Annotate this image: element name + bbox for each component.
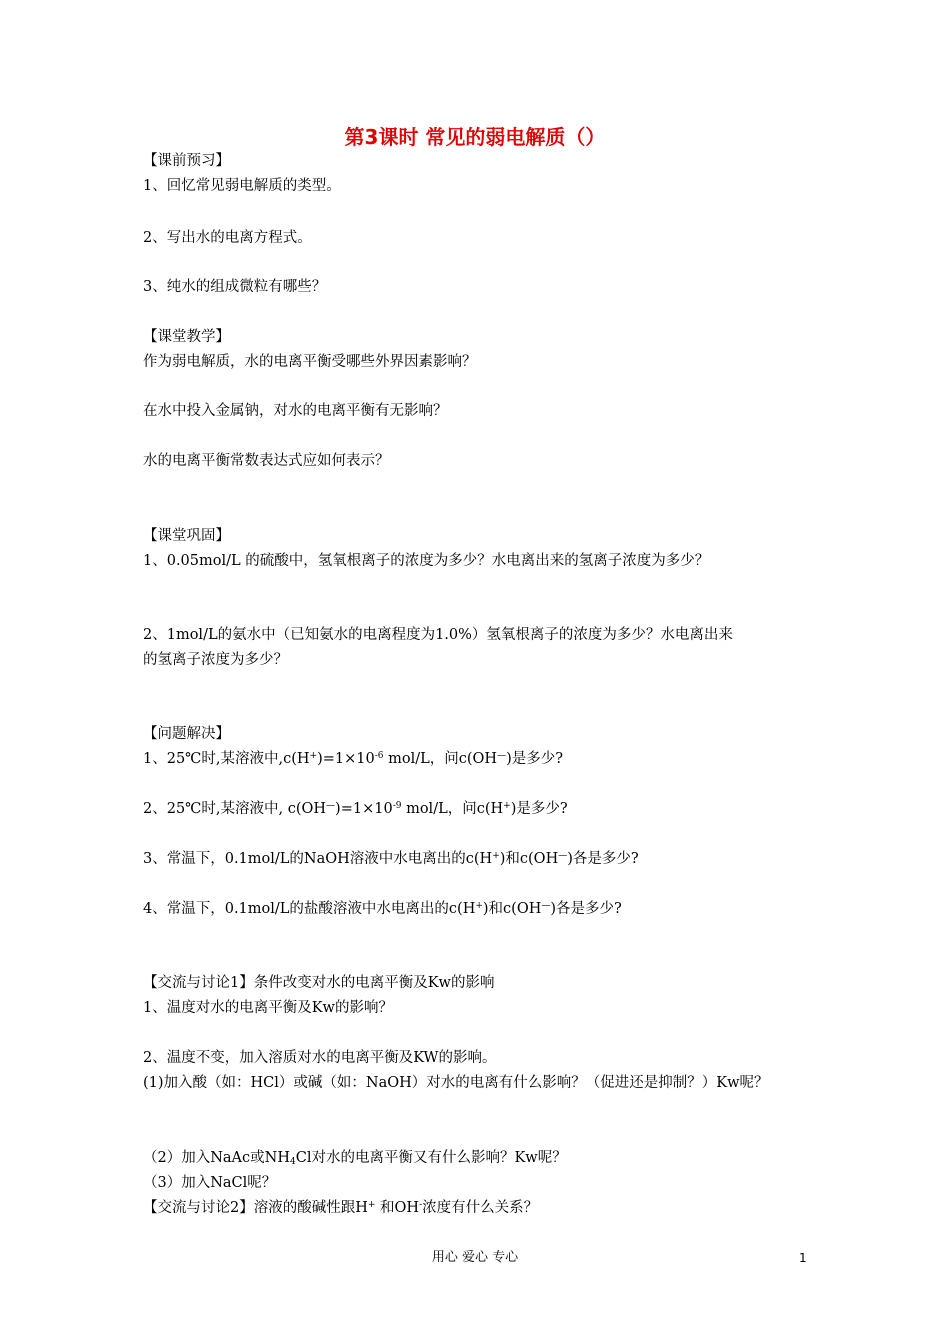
page-number: 1 xyxy=(799,1251,807,1265)
consolidate-question-1: 1、0.05mol/L 的硫酸中，氢氧根离子的浓度为多少？水电离出来的氢离子浓度为多少？ xyxy=(143,553,710,569)
solve-question-4: 4、常温下，0.1mol/L的盐酸溶液中水电离出的c(H+)和c(OH—)各是多少? xyxy=(143,901,622,917)
teaching-question-1: 作为弱电解质，水的电离平衡受哪些外界因素影响？ xyxy=(143,354,477,370)
discuss1-question-2-3: （3）加入NaCl呢？ xyxy=(143,1175,277,1191)
discuss1-question-2-1: (1)加入酸（如：HCl）或碱（如：NaOH）对水的电离有什么影响？（促进还是抑制？）Kw呢？ xyxy=(143,1075,769,1091)
teaching-question-2: 在水中投入金属钠，对水的电离平衡有无影响？ xyxy=(143,403,448,419)
solve-question-3: 3、常温下，0.1mol/L的NaOH溶液中水电离出的c(H+)和c(OH—)各是多少? xyxy=(143,851,639,867)
teaching-heading: 【课堂教学】 xyxy=(143,329,230,345)
discuss1-heading: 【交流与讨论1】条件改变对水的电离平衡及Kw的影响 xyxy=(143,975,495,991)
preview-question-2: 2、写出水的电离方程式。 xyxy=(143,230,312,246)
discuss1-question-2: 2、温度不变，加入溶质对水的电离平衡及KW的影响。 xyxy=(143,1050,497,1066)
consolidate-question-2-line-2: 的氢离子浓度为多少？ xyxy=(143,652,288,668)
solve-heading: 【问题解决】 xyxy=(143,726,230,742)
page-title: 第3课时 常见的弱电解质（） xyxy=(344,125,606,149)
footer-motto: 用心 爱心 专心 xyxy=(431,1250,519,1265)
discuss1-question-2-2: （2）加入NaAc或$NH_4Cl$对水的电离平衡又有什么影响？Kw呢？ xyxy=(143,1150,567,1167)
preview-question-3: 3、纯水的组成微粒有哪些？ xyxy=(143,279,327,295)
solve-question-1: 1、25℃时,某溶液中$,c(H^+)=1\times 10^{-6}$ mol/L，问c(OH—)是多少? xyxy=(143,751,564,767)
teaching-question-3: 水的电离平衡常数表达式应如何表示？ xyxy=(143,453,390,469)
preview-question-1: 1、回忆常见弱电解质的类型。 xyxy=(143,178,341,194)
solve-question-2: 2、25℃时,某溶液中, $c(OH^—)=1\times 10^{-9}$ mol/L，问c(H+)是多少? xyxy=(143,801,568,817)
preview-heading: 【课前预习】 xyxy=(143,153,230,169)
discuss2-heading: 【交流与讨论2】溶液的酸碱性跟H+ 和OH-浓度有什么关系？ xyxy=(143,1200,539,1216)
consolidate-question-2-line-1: 2、1mol/L的氨水中（已知氨水的电离程度为1.0%）氢氧根离子的浓度为多少？水电离出来 xyxy=(143,627,733,643)
discuss1-question-1: 1、温度对水的电离平衡及Kw的影响？ xyxy=(143,1000,393,1016)
consolidate-heading: 【课堂巩固】 xyxy=(143,528,230,544)
